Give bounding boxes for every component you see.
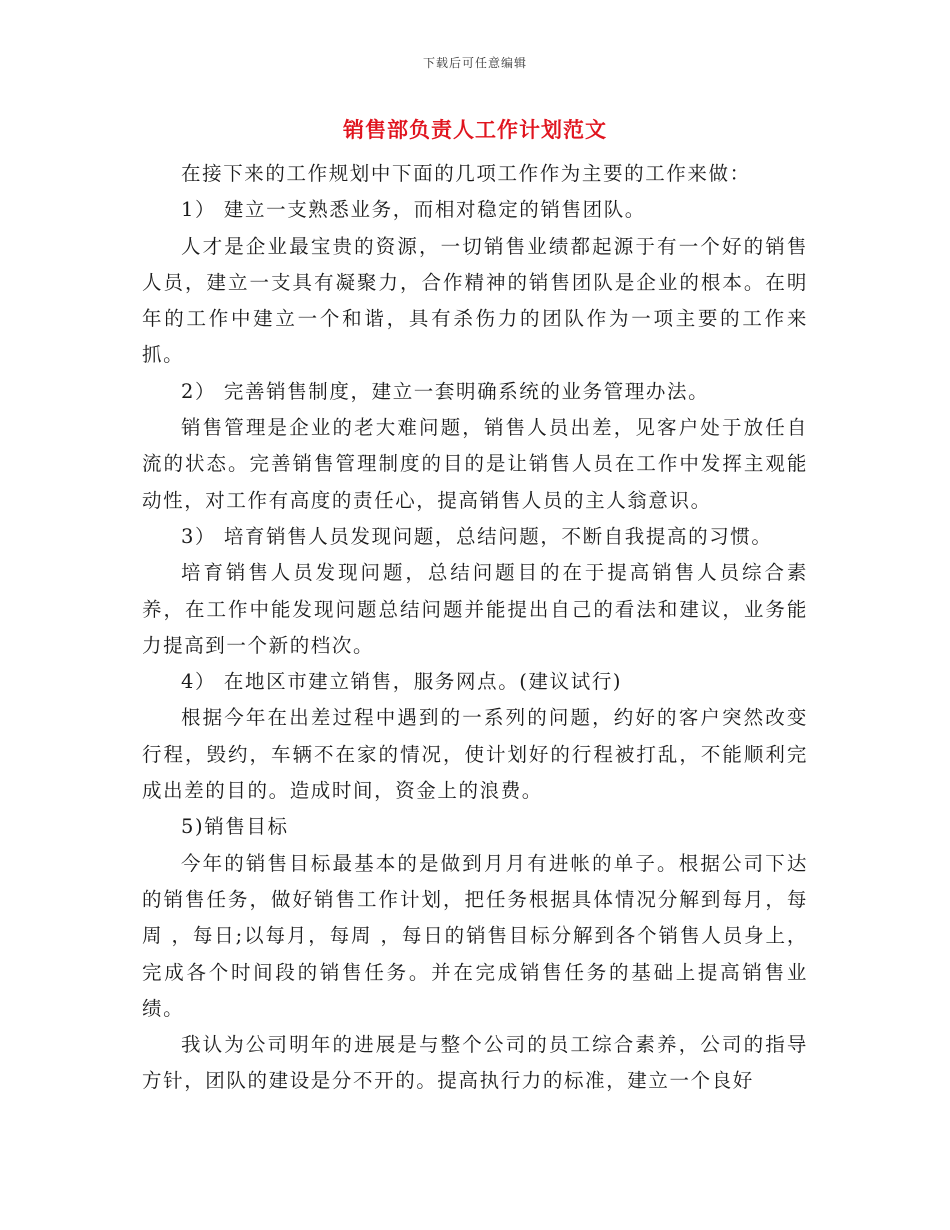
header-note: 下载后可任意编辑 bbox=[422, 56, 527, 70]
paragraph-item-5-heading: 5)销售目标 bbox=[181, 815, 289, 839]
paragraph-intro: 在接下来的工作规划中下面的几项工作作为主要的工作来做： bbox=[181, 162, 751, 185]
paragraph-item-5-body: 今年的销售目标最基本的是做到月月有进帐的单子。根据公司下达的销售任务，做好销售工作计划，把任务根据具体情况分解到每月，每周 ，每日;以每月，每周 ，每日的销售目标分解到各个销售人员身上，完成各个时间段的销售任务。并在完成销售任务的基础上提高销售业绩。 bbox=[142, 851, 808, 1020]
paragraph-item-2-body: 销售管理是企业的老大难问题，销售人员出差，见客户处于放任自流的状态。完善销售管理制度的目的是让销售人员在工作中发挥主观能动性，对工作有高度的责任心，提高销售人员的主人翁意识。 bbox=[142, 416, 808, 512]
paragraph-item-1-body: 人才是企业最宝贵的资源，一切销售业绩都起源于有一个好的销售人员，建立一支具有凝聚力，合作精神的销售团队是企业的根本。在明年的工作中建立一个和谐，具有杀伤力的团队作为一项主要的工作来抓。 bbox=[142, 234, 808, 367]
paragraph-item-3-body: 培育销售人员发现问题，总结问题目的在于提高销售人员综合素养，在工作中能发现问题总结问题并能提出自己的看法和建议，业务能力提高到一个新的档次。 bbox=[142, 561, 808, 657]
paragraph-item-4-heading: 4） 在地区市建立销售，服务网点。(建议试行) bbox=[181, 670, 623, 694]
paragraph-conclusion: 我认为公司明年的进展是与整个公司的员工综合素养，公司的指导方针，团队的建设是分不开的。提高执行力的标准，建立一个良好 bbox=[142, 1033, 808, 1093]
paragraph-item-1-heading: 1） 建立一支熟悉业务，而相对稳定的销售团队。 bbox=[181, 198, 646, 222]
paragraph-item-3-heading: 3） 培育销售人员发现问题，总结问题，不断自我提高的习惯。 bbox=[181, 524, 773, 548]
document-body bbox=[142, 156, 808, 1100]
paragraph-item-2-heading: 2） 完善销售制度，建立一套明确系统的业务管理办法。 bbox=[181, 379, 710, 403]
paragraph-item-4-body: 根据今年在出差过程中遇到的一系列的问题，约好的客户突然改变行程，毁约，车辆不在家的情况，使计划好的行程被打乱，不能顺利完成出差的目的。造成时间，资金上的浪费。 bbox=[142, 706, 808, 803]
document-title: 销售部负责人工作计划范文 bbox=[343, 118, 607, 142]
